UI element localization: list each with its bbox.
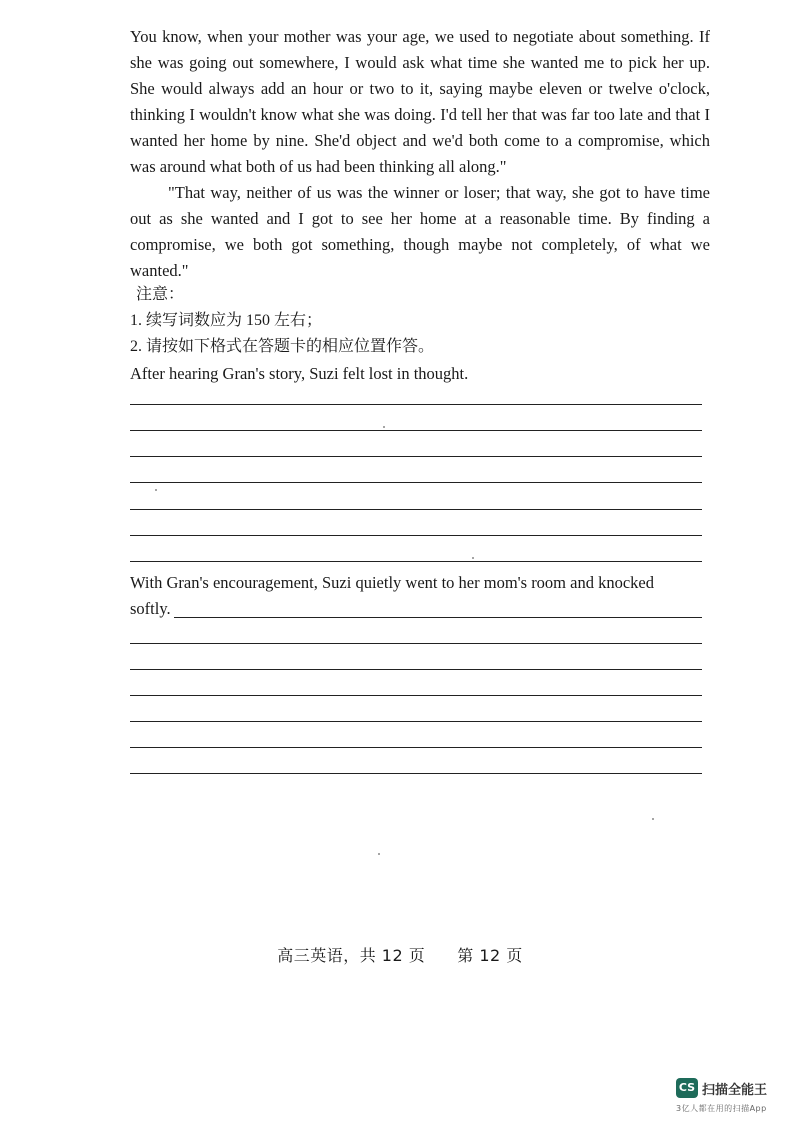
section2-prompt-line1: With Gran's encouragement, Suzi quietly went to her mom's room and knocked — [130, 573, 654, 592]
writing-line[interactable] — [130, 773, 702, 774]
writing-line[interactable] — [130, 561, 702, 562]
scan-speck — [378, 853, 380, 855]
scan-speck — [652, 818, 654, 820]
writing-line[interactable] — [130, 430, 702, 431]
section1-prompt: After hearing Gran's story, Suzi felt lost in thought. — [130, 364, 469, 383]
passage-paragraph-2: "That way, neither of us was the winner or loser; that way, she got to have time out as she wanted and I got to see her home at a reasonable time. By finding a compromise, we both got something, though maybe not completely, of what we wanted." — [130, 183, 710, 280]
page-footer — [0, 943, 800, 966]
instruction-item-2: 2. 请按如下格式在答题卡的相应位置作答。 — [130, 338, 435, 355]
writing-line[interactable] — [130, 669, 702, 670]
writing-line[interactable] — [130, 721, 702, 722]
writing-line[interactable] — [130, 404, 702, 405]
scanner-watermark — [676, 1078, 786, 1120]
footer-total-pages: 高三英语，共 12 页 — [277, 946, 426, 965]
writing-line[interactable] — [130, 747, 702, 748]
writing-line[interactable] — [174, 617, 702, 618]
instructions — [130, 282, 710, 360]
passage-paragraph-1: You know, when your mother was your age, we used to negotiate about something. If she was going out somewhere, I would ask what time she wanted me to pick her up. She would always add an hour or two to it, saying maybe eleven or twelve o'clock, thinking I wouldn't know what she was doing. I'd tell her that was far too late and that I wanted her home by nine. She'd object and we'd both come to a compromise, which was around what both of us had been thinking all along." — [130, 27, 710, 176]
section2-prompt-end: softly. — [130, 599, 171, 618]
scan-speck — [155, 489, 157, 491]
footer-page-number: 第 12 页 — [457, 946, 523, 965]
writing-line[interactable] — [130, 509, 702, 510]
instruction-item-1: 1. 续写词数应为 150 左右； — [130, 312, 323, 329]
watermark-tagline: 3亿人都在用的扫描App — [676, 1104, 767, 1113]
writing-line[interactable] — [130, 643, 702, 644]
writing-line[interactable] — [130, 535, 702, 536]
writing-line[interactable] — [130, 482, 702, 483]
scan-speck — [383, 426, 385, 428]
passage — [130, 24, 710, 284]
camscanner-logo-icon: CS — [676, 1078, 698, 1098]
scan-speck — [472, 557, 474, 559]
section2-prompt-line2 — [130, 596, 710, 622]
writing-line[interactable] — [130, 695, 702, 696]
writing-line[interactable] — [130, 456, 702, 457]
instructions-title: 注意： — [136, 286, 185, 303]
watermark-app-name: 扫描全能王 — [702, 1083, 768, 1098]
